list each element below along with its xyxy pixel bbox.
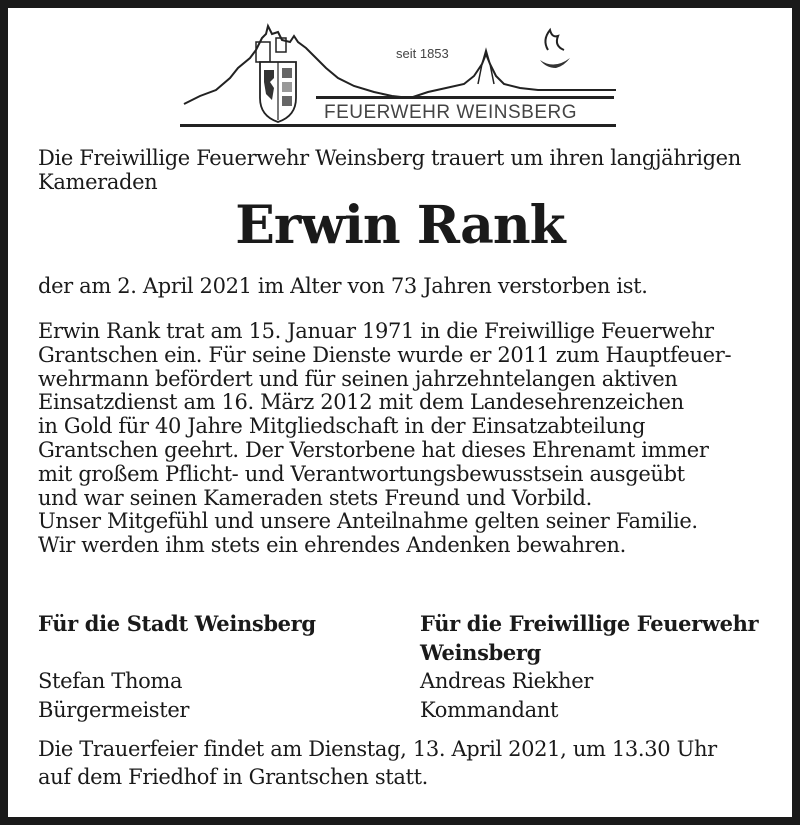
paragraph-line: Grantschen geehrt. Der Verstorbene hat dieses Ehrenamt immer — [38, 437, 709, 462]
paragraph-line: Grantschen ein. Für seine Dienste wurde er 2011 zum Hauptfeuer- — [38, 342, 732, 367]
paragraph-line: in Gold für 40 Jahre Mitgliedschaft in der Einsatzabteilung — [38, 414, 646, 439]
signature-city-heading: Für die Stadt Weinsberg — [38, 611, 316, 636]
flame-emblem-icon — [540, 30, 570, 68]
signature-city-role: Bürgermeister — [38, 698, 190, 722]
paragraph-line: wehrmann befördert und für seinen jahrzehntelangen aktiven — [38, 366, 678, 391]
funeral-info — [38, 735, 770, 791]
skyline-logo-graphic — [178, 20, 624, 130]
paragraph-line: Wir werden ihm stets ein ehrendes Andenken bewahren. — [38, 533, 626, 558]
signature-fire-brigade — [420, 609, 780, 725]
coat-of-arms-icon — [260, 62, 296, 122]
signature-brigade-person: Andreas Riekher — [420, 669, 593, 693]
funeral-line: auf dem Friedhof in Grantschen statt. — [38, 765, 429, 789]
signature-brigade-heading-line2: Weinsberg — [420, 640, 541, 665]
signature-brigade-heading-line1: Für die Freiwillige Feuerwehr — [420, 611, 759, 636]
signature-brigade-role: Kommandant — [420, 698, 559, 722]
paragraph-line: Erwin Rank trat am 15. Januar 1971 in die Freiwillige Feuerwehr — [38, 319, 714, 343]
deceased-name: Erwin Rank — [235, 195, 565, 256]
signature-city — [38, 609, 398, 725]
funeral-line: Die Trauerfeier findet am Dienstag, 13. April 2021, um 13.30 Uhr — [38, 737, 717, 761]
paragraph-line: mit großem Pflicht- und Verantwortungsbewusstsein ausgeübt — [38, 461, 685, 486]
fire-brigade-logo — [178, 20, 624, 130]
paragraph-line: und war seinen Kameraden stets Freund und Vorbild. — [38, 485, 592, 510]
tribute-paragraph — [38, 320, 770, 558]
logo-since-text: seit 1853 — [396, 46, 449, 61]
signature-spacer — [38, 638, 398, 667]
intro-text: Die Freiwillige Feuerwehr Weinsberg trauert um ihren langjährigen Kameraden — [38, 146, 741, 194]
signature-city-person: Stefan Thoma — [38, 669, 183, 693]
paragraph-line: Unser Mitgefühl und unsere Anteilnahme gelten seiner Familie. — [38, 509, 698, 534]
paragraph-line: Einsatzdienst am 16. März 2012 mit dem Landesehrenzeichen — [38, 390, 684, 415]
logo-name-text: FEUERWEHR WEINSBERG — [324, 102, 578, 123]
death-line: der am 2. April 2021 im Alter von 73 Jahren verstorben ist. — [38, 274, 648, 298]
